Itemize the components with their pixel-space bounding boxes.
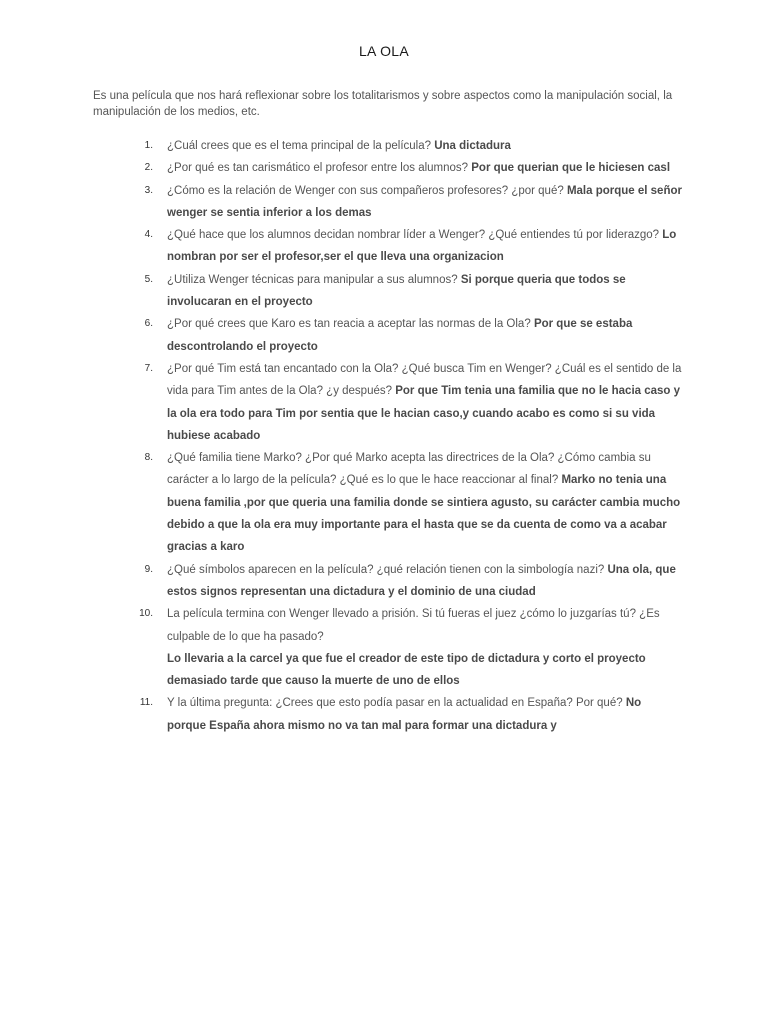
question-text: ¿Por qué Tim está tan encantado con la Ola? ¿Qué busca Tim en Wenger? ¿Cuál es el sentido de la vida para Tim antes de la Ola? ¿y después?: [167, 362, 682, 398]
answer-text: Una dictadura: [434, 140, 511, 152]
question-item: [93, 157, 683, 179]
question-number: 4.: [144, 229, 153, 241]
question-item: [93, 358, 683, 447]
question-number: 7.: [144, 362, 153, 374]
question-item: [93, 603, 683, 692]
question-item: [93, 313, 683, 358]
question-number: 5.: [144, 273, 153, 285]
question-item: [93, 559, 683, 604]
question-text: ¿Utiliza Wenger técnicas para manipular a sus alumnos?: [167, 273, 458, 286]
question-number: 1.: [144, 140, 153, 151]
question-number: 11.: [139, 697, 153, 709]
question-text: ¿Por qué es tan carismático el profesor entre los alumnos?: [167, 162, 469, 175]
answer-text: Lo llevaria a la carcel ya que fue el creador de este tipo de dictadura y corto el proyecto demasiado tarde que causo la muerte de uno de ellos: [167, 652, 646, 688]
question-text: ¿Cuál crees que es el tema principal de la película?: [167, 140, 432, 152]
answer-text: Una ola, que estos signos representan una dictadura y el dominio de una ciudad: [167, 563, 676, 598]
answer-text: Mala porque el señor wenger se sentia inferior a los demas: [167, 184, 682, 219]
answer-text: Por que querian que le hiciesen casl: [471, 162, 671, 175]
question-text: La película termina con Wenger llevado a prisión. Si tú fueras el juez ¿cómo lo juzgarías tú? ¿Es culpable de lo que ha pasado?: [167, 608, 660, 643]
question-item: [93, 180, 683, 225]
answer-text: Marko no tenia una buena familia ,por que queria una familia donde se sintiera agusto, su carácter cambia mucho debido a que la ola era muy importante para el hasta que se da cuenta de como va a acabar gracias a karo: [167, 474, 681, 554]
question-list: [93, 135, 683, 737]
intro-paragraph: Es una película que nos hará reflexionar sobre los totalitarismos y sobre aspectos como la manipulación social, la manipulación de los medios, etc.: [93, 90, 673, 118]
question-text: ¿Qué familia tiene Marko? ¿Por qué Marko acepta las directrices de la Ola? ¿Cómo cambia su carácter a lo largo de la película? ¿Qué es lo que le hace reaccionar al final?: [167, 452, 651, 487]
question-text: Y la última pregunta: ¿Crees que esto podía pasar en la actualidad en España? Por qué?: [167, 697, 623, 710]
question-text: ¿Cómo es la relación de Wenger con sus compañeros profesores? ¿por qué?: [167, 184, 564, 197]
question-number: 2.: [144, 162, 153, 174]
question-item: [93, 447, 683, 558]
question-number: 9.: [144, 563, 153, 575]
question-number: 8.: [144, 452, 153, 464]
answer-text: Por que Tim tenia una familia que no le hacia caso y la ola era todo para Tim por sentia que le hacian caso,y cuando acabo es como si su vida hubiese acabado: [167, 385, 681, 442]
question-text: ¿Qué hace que los alumnos decidan nombrar líder a Wenger? ¿Qué entiendes tú por liderazgo?: [167, 229, 660, 242]
answer-text: Si porque queria que todos se involucaran en el proyecto: [167, 273, 626, 309]
question-number: 6.: [144, 318, 153, 330]
question-text: ¿Por qué crees que Karo es tan reacia a aceptar las normas de la Ola?: [167, 318, 531, 331]
answer-text: No porque España ahora mismo no va tan mal para formar una dictadura y: [167, 697, 642, 732]
answer-text: Lo nombran por ser el profesor,ser el que lleva una organizacion: [167, 229, 677, 264]
question-item: [93, 224, 683, 269]
document-title: LA OLA: [358, 43, 410, 59]
question-item: [93, 692, 683, 737]
answer-text: Por que se estaba descontrolando el proyecto: [167, 318, 633, 353]
question-item: [93, 269, 683, 314]
question-item: [93, 135, 683, 157]
question-number: 3.: [144, 184, 153, 196]
question-number: 10.: [139, 608, 153, 620]
question-text: ¿Qué símbolos aparecen en la película? ¿qué relación tienen con la simbología nazi?: [167, 563, 605, 576]
